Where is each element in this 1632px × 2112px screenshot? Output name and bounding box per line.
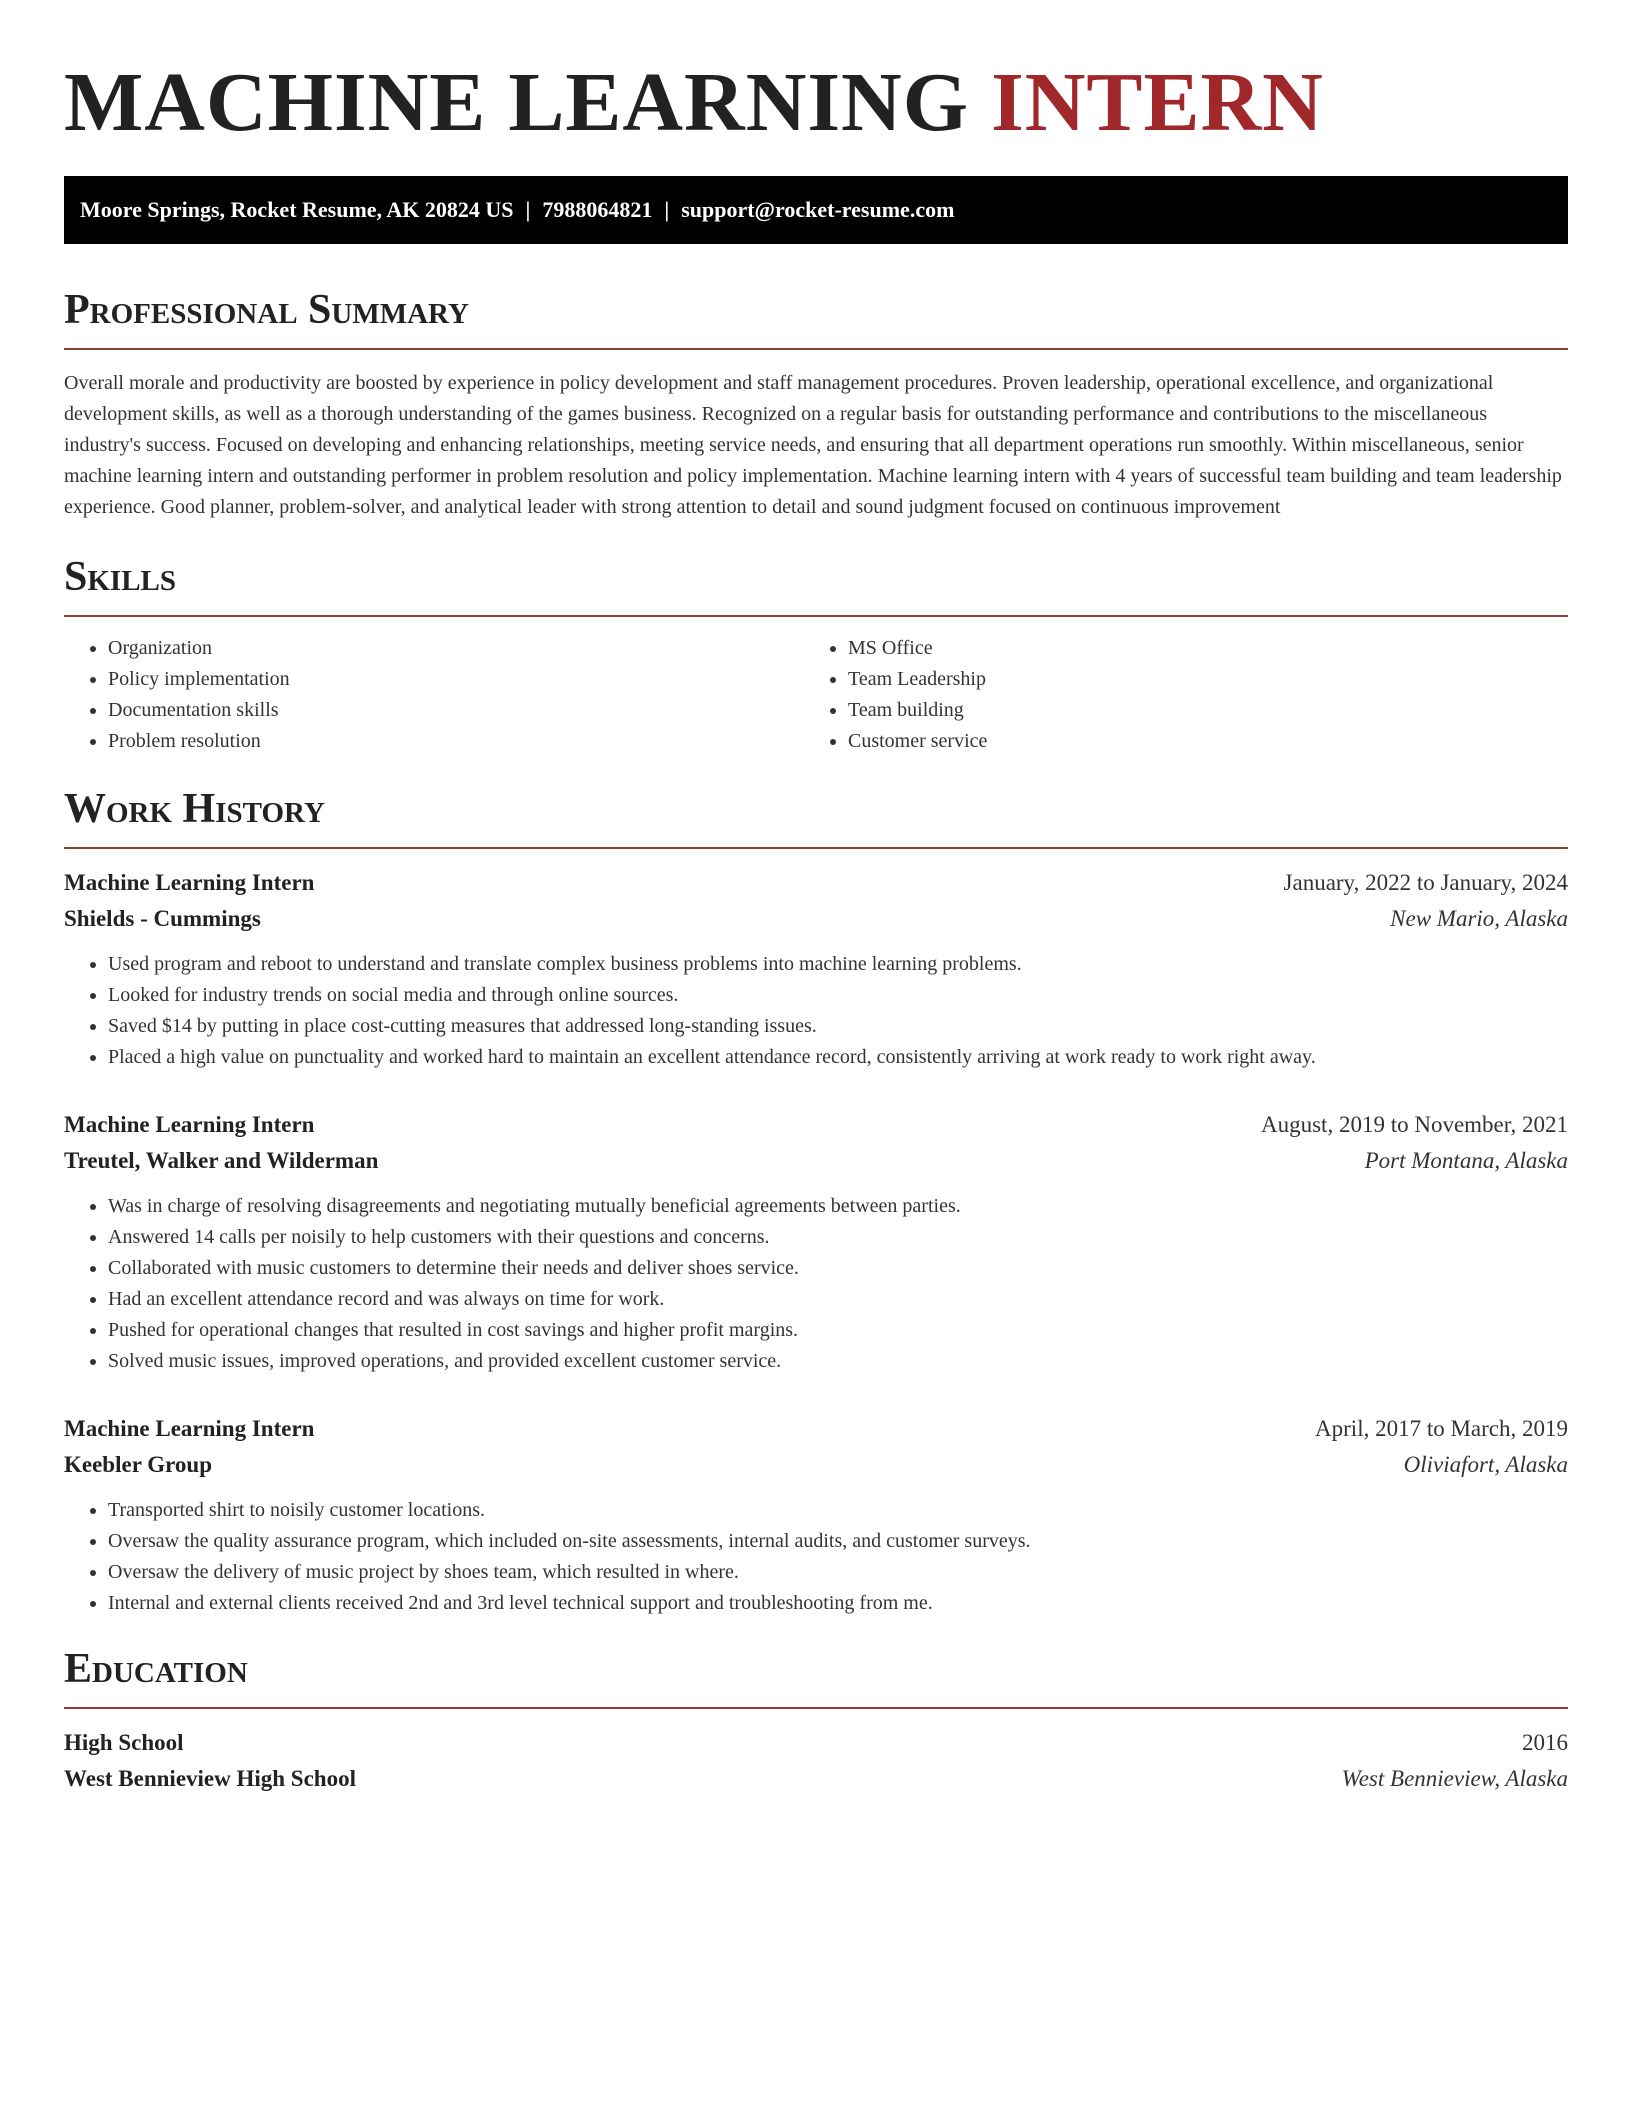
job-bullet: • Oversaw the delivery of music project by shoes team, which resulted in where. — [108, 1557, 1568, 1588]
job-company: Treutel, Walker and Wilderman — [64, 1148, 379, 1173]
job-bullet: • Collaborated with music customers to determine their needs and deliver shoes service. — [108, 1253, 1568, 1284]
job-bullet: • Oversaw the quality assurance program, which included on-site assessments, internal audits, and customer surveys. — [108, 1526, 1568, 1557]
skill-item: • MS Office — [848, 633, 1544, 664]
section-divider — [64, 1707, 1568, 1709]
job-dates: January, 2022 to January, 2024 — [1283, 870, 1568, 895]
section-title-work-history: Work History — [64, 786, 325, 832]
education-location: West Bennieview, Alaska — [1341, 1766, 1568, 1791]
skills-section — [64, 553, 1568, 757]
job-entry — [64, 865, 1568, 1073]
job-dates: April, 2017 to March, 2019 — [1315, 1416, 1568, 1441]
job-bullet: • Had an excellent attendance record and was always on time for work. — [108, 1284, 1568, 1315]
section-title-skills: Skills — [64, 554, 177, 600]
job-company-row — [64, 901, 1568, 937]
job-header-row — [64, 1107, 1568, 1143]
summary-section — [64, 286, 1568, 523]
work-history-section — [64, 785, 1568, 1619]
job-title: Machine Learning Intern — [64, 1112, 315, 1137]
job-header-row — [64, 865, 1568, 901]
resume-page — [64, 0, 1568, 1797]
job-bullet: • Used program and reboot to understand and translate complex business problems into machine learning problems. — [108, 949, 1568, 980]
candidate-name — [64, 0, 1568, 148]
skills-list — [64, 633, 1568, 757]
job-bullet: • Internal and external clients received 2nd and 3rd level technical support and troubleshooting from me. — [108, 1588, 1568, 1619]
name-main: MACHINE LEARNING — [64, 56, 970, 149]
job-bullet: • Solved music issues, improved operations, and provided excellent customer service. — [108, 1346, 1568, 1377]
skill-item: • Documentation skills — [108, 695, 804, 726]
skill-item: • Organization — [108, 633, 804, 664]
job-bullet: • Placed a high value on punctuality and worked hard to maintain an excellent attendance record, consistently arriving at work ready to work right away. — [108, 1042, 1568, 1073]
skill-item: • Team Leadership — [848, 664, 1544, 695]
job-location: New Mario, Alaska — [1390, 906, 1568, 931]
skill-item: • Policy implementation — [108, 664, 804, 695]
job-bullets — [64, 949, 1568, 1073]
education-year: 2016 — [1522, 1730, 1568, 1755]
education-entry — [64, 1725, 1568, 1797]
job-company-row — [64, 1447, 1568, 1483]
education-section — [64, 1645, 1568, 1797]
education-degree: High School — [64, 1730, 184, 1755]
job-title: Machine Learning Intern — [64, 870, 315, 895]
job-company: Shields - Cummings — [64, 906, 261, 931]
section-divider — [64, 348, 1568, 350]
contact-phone: 7988064821 — [542, 197, 653, 222]
job-company: Keebler Group — [64, 1452, 213, 1477]
job-spacer — [64, 1073, 1568, 1107]
skills-column-left — [64, 633, 804, 757]
job-bullet: • Answered 14 calls per noisily to help customers with their questions and concerns. — [108, 1222, 1568, 1253]
job-dates: August, 2019 to November, 2021 — [1261, 1112, 1568, 1137]
job-bullet: • Pushed for operational changes that resulted in cost savings and higher profit margins. — [108, 1315, 1568, 1346]
job-location: Oliviafort, Alaska — [1403, 1452, 1568, 1477]
contact-email: support@rocket-resume.com — [681, 197, 955, 222]
job-header-row — [64, 1411, 1568, 1447]
skill-item: • Problem resolution — [108, 726, 804, 757]
contact-separator: | — [664, 197, 670, 222]
contact-separator: | — [525, 197, 531, 222]
job-location: Port Montana, Alaska — [1364, 1148, 1568, 1173]
job-bullets — [64, 1495, 1568, 1619]
summary-text: Overall morale and productivity are boosted by experience in policy development and staff management procedures. Proven leadership, operational excellence, and organizational development skills, as well as a thorough understanding of the games business. Recognized on a regular basis for outstanding performance and contributions to the miscellaneous industry's success. Focused on developing and enhancing relationships, meeting service needs, and ensuring that all department operations run smoothly. Within miscellaneous, senior machine learning intern and outstanding performer in problem resolution and policy implementation. Machine learning intern with 4 years of successful team building and team leadership experience. Good planner, problem-solver, and analytical leader with strong attention to detail and sound judgment focused on continuous improvement — [64, 372, 1562, 518]
section-title-education: Education — [64, 1646, 248, 1692]
skills-column-right — [804, 633, 1544, 757]
job-bullet: • Looked for industry trends on social media and through online sources. — [108, 980, 1568, 1011]
job-bullet: • Was in charge of resolving disagreements and negotiating mutually beneficial agreements between parties. — [108, 1191, 1568, 1222]
job-company-row — [64, 1143, 1568, 1179]
job-title: Machine Learning Intern — [64, 1416, 315, 1441]
skill-item: • Customer service — [848, 726, 1544, 757]
section-title-summary: Professional Summary — [64, 287, 469, 333]
job-bullets — [64, 1191, 1568, 1377]
job-entry — [64, 1411, 1568, 1619]
education-school-row — [64, 1761, 1568, 1797]
job-bullet: • Saved $14 by putting in place cost-cutting measures that addressed long-standing issues. — [108, 1011, 1568, 1042]
job-bullet: • Transported shirt to noisily customer locations. — [108, 1495, 1568, 1526]
job-entry — [64, 1107, 1568, 1377]
education-school: West Bennieview High School — [64, 1766, 356, 1791]
contact-bar — [64, 176, 1568, 244]
education-header-row — [64, 1725, 1568, 1761]
section-divider — [64, 847, 1568, 849]
name-accent: INTERN — [991, 56, 1324, 149]
skill-item: • Team building — [848, 695, 1544, 726]
contact-address: Moore Springs, Rocket Resume, AK 20824 US — [80, 197, 514, 222]
job-spacer — [64, 1377, 1568, 1411]
section-divider — [64, 615, 1568, 617]
